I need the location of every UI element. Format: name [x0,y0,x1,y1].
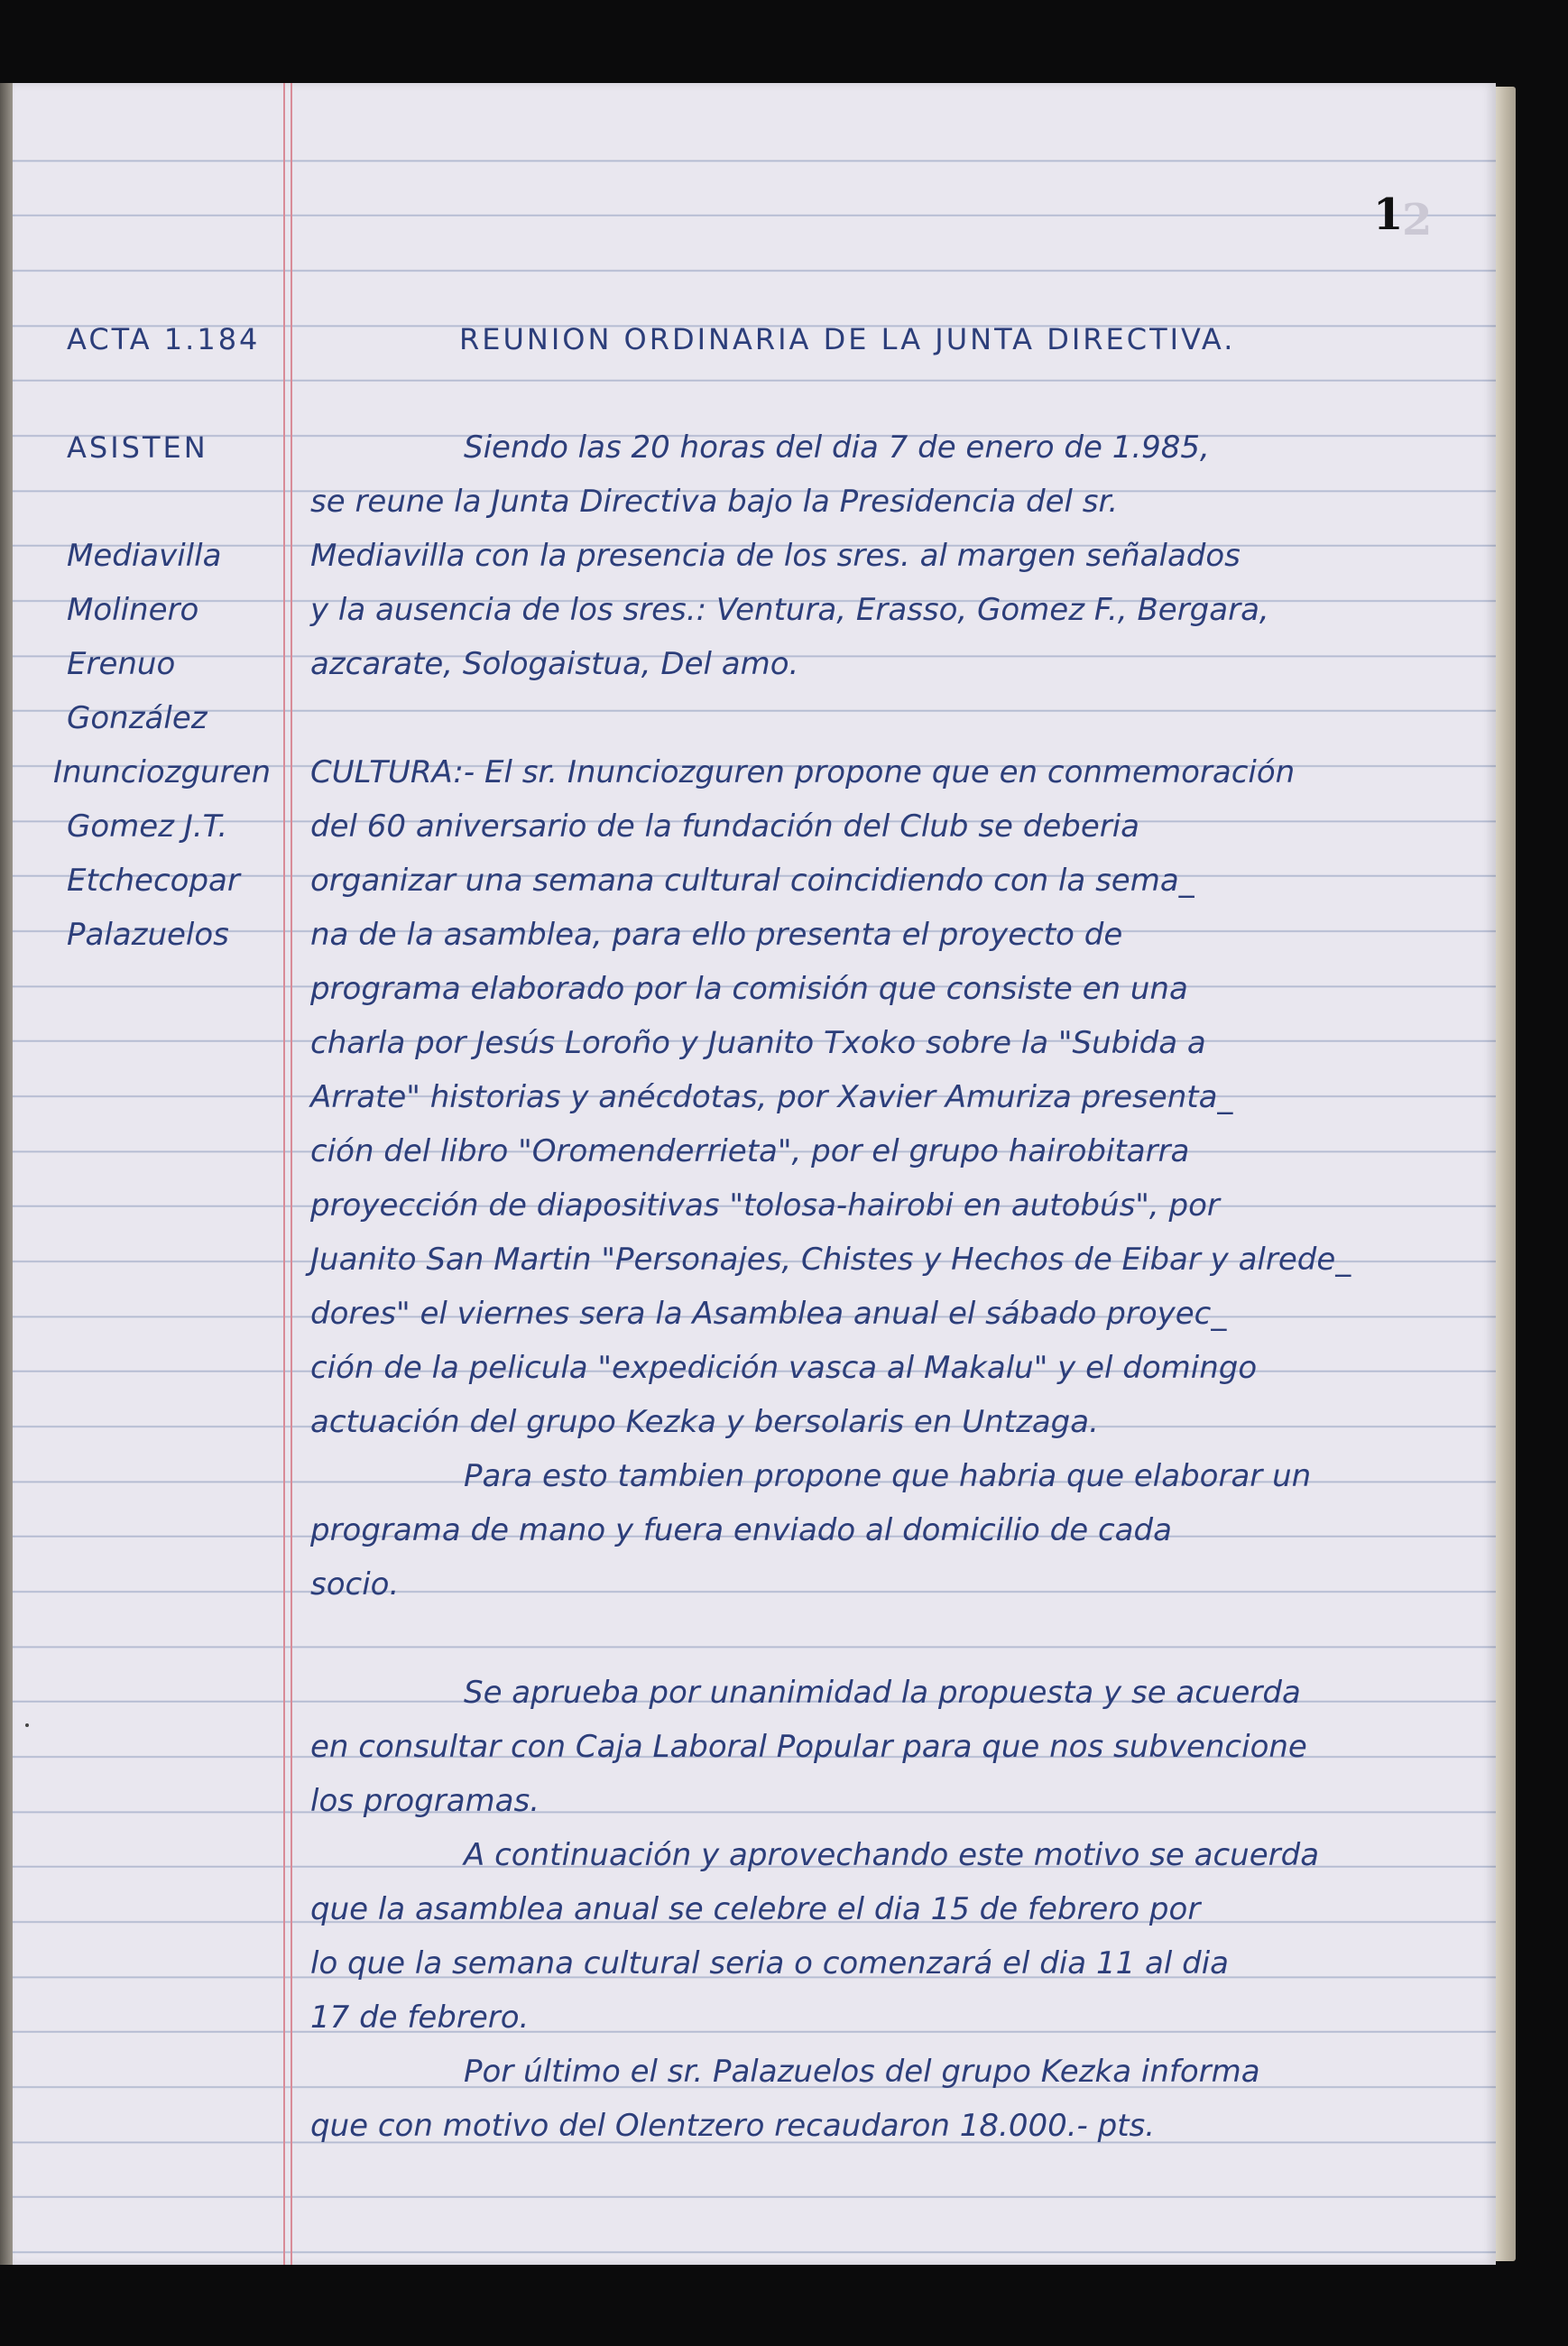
page-number: 1 [1373,189,1404,240]
body-line: ción del libro "Oromenderrieta", por el grupo hairobitarra [310,1133,1190,1169]
body-line: 17 de febrero. [310,2000,530,2036]
attendee: Palazuelos [67,917,229,953]
body-line: Juanito San Martin "Personajes, Chistes y Hechos de Eibar y alrede_ [310,1242,1351,1278]
notebook-page [13,83,1496,2265]
body-line: Arrate" historias y anécdotas, por Xavier Amuriza presenta_ [310,1079,1233,1115]
attendee: Inunciozguren [53,754,272,790]
acta-number: ACTA 1.184 [67,322,261,356]
body-line: los programas. [310,1783,540,1819]
body-line: Mediavilla con la presencia de los sres. al margen señalados [310,538,1241,574]
body-line: A continuación y aprovechando este motivo se acuerda [464,1837,1320,1873]
attendee: Mediavilla [67,538,222,574]
body-line: na de la asamblea, para ello presenta el proyecto de [310,917,1123,953]
page-number-bleedthrough: 2 [1402,195,1433,245]
attendee: Erenuo [67,646,176,682]
asisten-label: ASISTEN [67,430,208,465]
body-line: organizar una semana cultural coincidiendo con la sema_ [310,863,1194,899]
body-line: del 60 aniversario de la fundación del Club se deberia [310,808,1140,845]
margin-line [283,83,285,2265]
body-line: proyección de diapositivas "tolosa-hairobi en autobús", por [310,1187,1220,1224]
attendee: Molinero [67,592,199,628]
body-line: Se aprueba por unanimidad la propuesta y se acuerda [464,1675,1301,1711]
body-line: y la ausencia de los sres.: Ventura, Erasso, Gomez F., Bergara, [310,592,1269,628]
attendee: González [67,700,208,736]
body-line: charla por Jesús Loroño y Juanito Txoko sobre la "Subida a [310,1025,1206,1061]
attendee: Etchecopar [67,863,240,899]
margin-line [291,83,292,2265]
body-line: lo que la semana cultural seria o comenzará el dia 11 al dia [310,1945,1229,1981]
body-line: que con motivo del Olentzero recaudaron 18.000.- pts. [310,2108,1156,2144]
body-line: Siendo las 20 horas del dia 7 de enero de 1.985, [464,429,1210,466]
minutes-title: REUNION ORDINARIA DE LA JUNTA DIRECTIVA. [459,322,1236,356]
page-edge [1496,87,1516,2261]
body-line: CULTURA:- El sr. Inunciozguren propone que en conmemoración [310,754,1296,790]
body-line: actuación del grupo Kezka y bersolaris en Untzaga. [310,1404,1099,1440]
ink-speck [25,1723,29,1727]
body-line: Para esto tambien propone que habria que elaborar un [464,1458,1312,1494]
body-line: socio. [310,1566,400,1602]
body-line: azcarate, Sologaistua, Del amo. [310,646,799,682]
body-line: que la asamblea anual se celebre el dia 15 de febrero por [310,1891,1201,1927]
body-line: Por último el sr. Palazuelos del grupo Kezka informa [464,2054,1260,2090]
body-line: programa de mano y fuera enviado al domicilio de cada [310,1512,1172,1548]
body-line: dores" el viernes sera la Asamblea anual el sábado proyec_ [310,1296,1227,1332]
body-line: ción de la pelicula "expedición vasca al Makalu" y el domingo [310,1350,1258,1386]
body-line: se reune la Junta Directiva bajo la Presidencia del sr. [310,484,1119,520]
body-line: en consultar con Caja Laboral Popular para que nos subvencione [310,1729,1307,1765]
body-line: programa elaborado por la comisión que consiste en una [310,971,1188,1007]
book-spine [0,83,13,2265]
attendee: Gomez J.T. [67,808,228,845]
